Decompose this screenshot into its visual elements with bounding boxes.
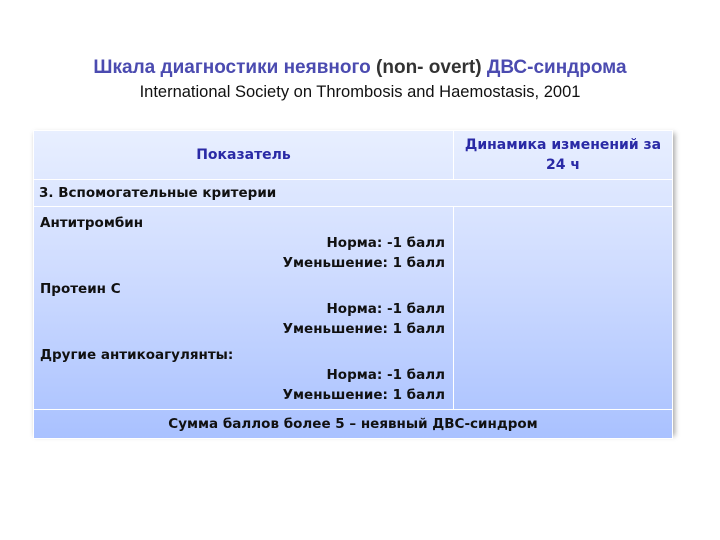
criterion-name: Другие антикоагулянты: bbox=[40, 347, 234, 363]
title-part-1: Шкала диагностики неявного bbox=[93, 57, 371, 78]
criterion-group bbox=[40, 213, 445, 273]
col-header-indicator: Показатель bbox=[34, 131, 454, 180]
criterion-name: Протеин С bbox=[40, 281, 121, 297]
criterion-group bbox=[40, 279, 445, 339]
criterion-norm: Норма: -1 балл bbox=[326, 301, 445, 317]
criterion-group bbox=[40, 345, 445, 405]
criterion-norm: Норма: -1 балл bbox=[326, 235, 445, 251]
dynamics-cell bbox=[454, 207, 673, 410]
title-part-2: (non- overt) bbox=[376, 57, 482, 78]
criterion-decrease: Уменьшение: 1 балл bbox=[282, 321, 445, 337]
col-header-dynamics: Динамика изменений за 24 ч bbox=[454, 131, 673, 180]
section-row bbox=[34, 180, 673, 207]
title-part-3: ДВС-синдрома bbox=[486, 57, 627, 78]
criterion-decrease: Уменьшение: 1 балл bbox=[282, 387, 445, 403]
criteria-table bbox=[33, 130, 673, 433]
criterion-norm: Норма: -1 балл bbox=[326, 367, 445, 383]
criteria-cell bbox=[34, 207, 454, 410]
criterion-name: Антитромбин bbox=[40, 215, 144, 231]
slide-subtitle: International Society on Thrombosis and Haemostasis, 2001 bbox=[139, 83, 581, 101]
slide-title bbox=[0, 56, 720, 80]
summary-row bbox=[34, 410, 673, 439]
criterion-decrease: Уменьшение: 1 балл bbox=[282, 255, 445, 271]
section-title: 3. Вспомогательные критерии bbox=[34, 180, 673, 207]
table-header-row bbox=[34, 131, 673, 180]
criteria-body-row bbox=[34, 207, 673, 410]
summary-text: Сумма баллов более 5 – неявный ДВС-синдром bbox=[34, 410, 673, 439]
